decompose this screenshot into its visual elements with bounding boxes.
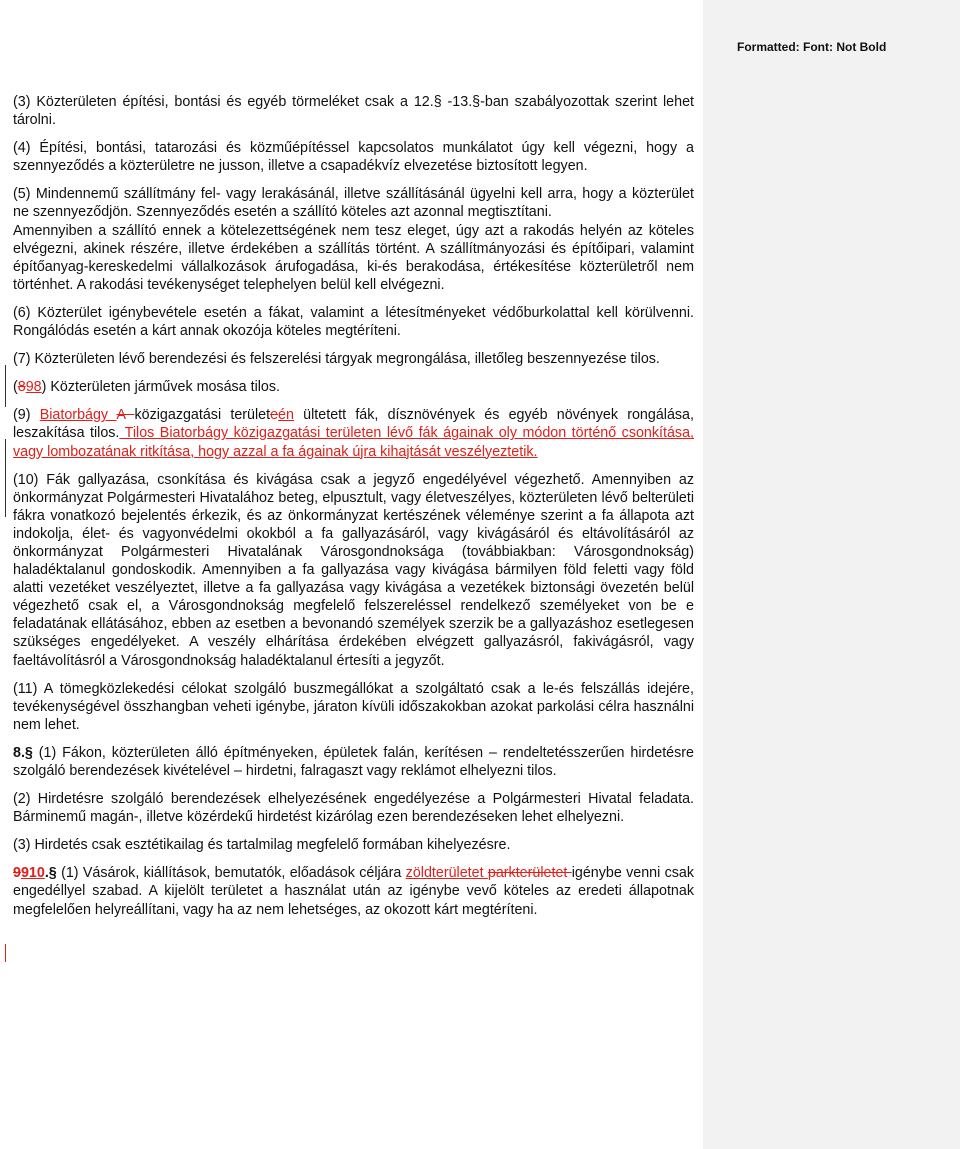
paragraph-11: (11) A tömegközlekedési célokat szolgáló buszmegállókat a szolgáltató csak a le-és felszállás idejére, tevékenységével összhangban veheti igénybe, járaton kívüli időszakokban azokat parkolási célra használni nem lehet. bbox=[13, 680, 694, 733]
section-8-paragraph-1 bbox=[13, 744, 694, 780]
inserted-text: zöldterületet bbox=[405, 865, 488, 882]
section-8-paragraph-3: (3) Hirdetés csak esztétikailag és tartalmilag megfelelő formában kihelyezésre. bbox=[13, 837, 511, 854]
section-number: .§ bbox=[44, 865, 57, 882]
comment-pane bbox=[703, 0, 960, 1149]
text-run: közigazgatási terület bbox=[134, 407, 271, 424]
paragraph-5a: (5) Mindennemű szállítmány fel- vagy lerakásánál, illetve szállításánál ügyelni kell arra, hogy a közterület ne szennyeződjön. Szennyeződés esetén a szállító köteles azt azonnal megtisztítani. bbox=[13, 186, 694, 221]
change-bar bbox=[5, 944, 6, 962]
change-bar bbox=[5, 365, 6, 407]
deleted-text: e bbox=[270, 407, 279, 424]
section-8-paragraph-2: (2) Hirdetésre szolgáló berendezések elhelyezésének engedélyezése a Polgármesteri Hivatal feladata. Bárminemű magán-, illetve közérdekű hirdetést kizárólag ezen berendezéseken lehet elhelyezni. bbox=[13, 791, 694, 826]
text-run: ültetett fák, dísznövények és egyéb növények rongálása, leszakítása tilos. bbox=[13, 407, 694, 442]
inserted-text: Tilos Biatorbágy közigazgatási területen lévő fák ágainak oly módon történő csonkítása, vagy lombozatának ritkítása, hogy azzal a fa ágainak újra kihajtását veszélyeztetik. bbox=[13, 425, 694, 460]
paragraph-6: (6) Közterület igénybevétele esetén a fákat, valamint a létesítményeket védőburkolattal kell körülvenni. Rongálódás esetén a kárt annak okozója köteles megtéríteni. bbox=[13, 304, 694, 340]
section-9-paragraph-1 bbox=[13, 864, 694, 918]
text-run: ) Közterületen járművek mosása tilos. bbox=[41, 379, 281, 396]
deleted-text: 8 bbox=[17, 379, 26, 396]
document-body bbox=[13, 93, 694, 929]
paragraph-5b: Amennyiben a szállító ennek a kötelezettségének nem tesz eleget, úgy azt a rakodás helyén az köteles elvégezni, akinek részére, illetve érdekében a szállítás történt. A szállítmányozási és építőipari, valamint építőanyag-kereskedelmi vállalkozások árufogadása, ki-és berakodása, értékesítése közterületről nem történhet. A rakodási tevékenységet telephelyen belül kell elvégezni. bbox=[13, 222, 694, 293]
text-run: (9) bbox=[13, 407, 40, 424]
inserted-text: 910 bbox=[20, 865, 45, 882]
text-run: igénybe venni csak engedéllyel szabad. A kijelölt területet a használat után az igénybe vevő köteles az eredeti állapotnak megfelelően helyreállítani, vagy ha az nem lehetséges, az okozott kárt megtéríteni. bbox=[13, 865, 694, 918]
paragraph-3: (3) Közterületen építési, bontási és egyéb törmeléket csak a 12.§ -13.§-ban szabályozottak szerint lehet tárolni. bbox=[13, 94, 694, 129]
paragraph-7: (7) Közterületen lévő berendezési és felszerelési tárgyak megrongálása, illetőleg beszennyezése tilos. bbox=[13, 351, 660, 368]
section-number: 8.§ bbox=[13, 744, 33, 761]
inserted-text: Biatorbágy bbox=[39, 407, 117, 424]
text-run: (1) Vásárok, kiállítások, bemutatók, előadások céljára bbox=[56, 865, 406, 882]
change-bar bbox=[5, 439, 6, 517]
text-run: ( bbox=[13, 379, 18, 396]
paragraph-4: (4) Építési, bontási, tatarozási és közműépítéssel kapcsolatos munkálatot úgy kell végezni, hogy a szennyeződés a közterületre ne jusson, illetve a csapadékvíz elvezetése biztosított legyen. bbox=[13, 140, 694, 175]
inserted-text: 98 bbox=[25, 379, 42, 396]
deleted-text: A bbox=[116, 407, 135, 424]
paragraph-8 bbox=[13, 378, 694, 396]
paragraph-10: (10) Fák gallyazása, csonkítása és kivágása csak a jegyző engedélyével végezhető. Amennyiben az önkormányzat Polgármesteri Hivatalához beteg, elpusztult, vagy életveszélyes, közterületen lévő belterületi fákra vonatkozó bejelentés érkezik, és az önkormányzat kertészének véleménye szerint a fa állapota azt indokolja, élet- és vagyonvédelmi okokból a fa gallyazásáról, vagy kivágásáról és eltávolításáról az önkormányzat Polgármesteri Hivatalának Városgondnoksága (továbbiakban: Városgondnokság) haladéktalanul gondoskodik. Amennyiben a fa gallyazása vagy kivágása bármilyen föld feletti vagy föld alatti vezetéket veszélyeztet, illetve a fa gallyazása vagy kivágása a vezetékek biztonsági övezetén belül végezhető csak el, a Városgondnokság megfelelő felszereléssel rendelkező személyeket von be e feladatának ellátásához, ebben az esetben a bevonandó személyek szerzik be a gallyazáshoz esetlegesen szükséges engedélyeket. A veszély elhárítása érdekében elvégzett gallyazásról, fakivágásról, vagy faeltávolításról a Városgondnokság haladéktalanul értesíti a jegyzőt. bbox=[13, 471, 694, 669]
paragraph-9 bbox=[13, 406, 694, 460]
text-run: (1) Fákon, közterületen álló építményeken, épületek falán, kerítésen – rendeltetésszerűen hirdetésre szolgáló berendezések kivételével – hirdetni, falragaszt vagy reklámot elhelyezni tilos. bbox=[13, 744, 694, 779]
deleted-text: 9 bbox=[13, 865, 21, 882]
deleted-text: parkterületet bbox=[487, 865, 572, 882]
inserted-text: én bbox=[278, 407, 294, 424]
comment-text: Formatted: Font: Not Bold bbox=[737, 40, 887, 54]
